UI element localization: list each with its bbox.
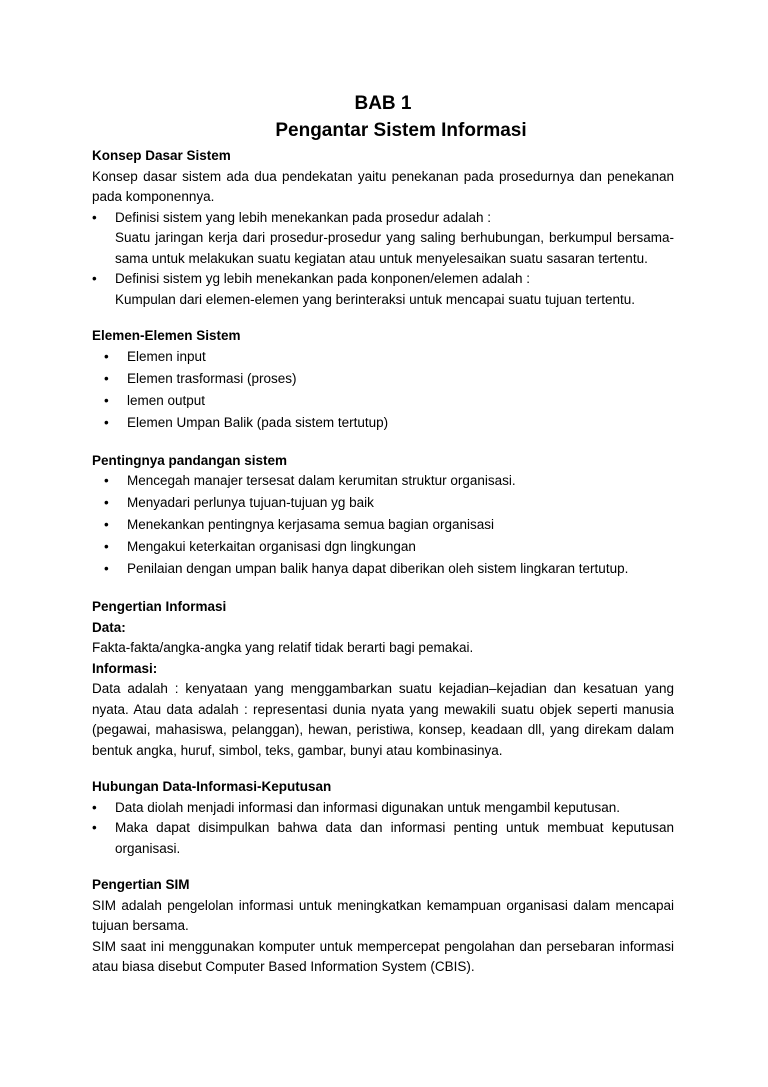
- list-item: • Elemen input: [92, 347, 674, 368]
- list-item-text: • Definisi sistem yg lebih menekankan pada konponen/elemen adalah :: [115, 271, 531, 286]
- list-item: • Elemen Umpan Balik (pada sistem tertutup): [92, 413, 674, 434]
- list-item-text: • Definisi sistem yang lebih menekankan pada prosedur adalah :: [115, 209, 491, 225]
- list-item: • Menekankan pentingnya kerjasama semua bagian organisasi: [92, 515, 674, 536]
- paragraph: Fakta-fakta/angka-angka yang relatif tidak berarti bagi pemakai.: [92, 640, 474, 655]
- section-heading: Konsep Dasar Sistem: [92, 148, 231, 163]
- section-heading: Elemen-Elemen Sistem: [92, 328, 241, 343]
- list-item-detail: Suatu jaringan kerja dari prosedur-prosedur yang saling berhubungan, berkumpul bersama-sama untuk melakukan suatu kegiatan atau untuk menyelesaikan suatu sasaran tertentu.: [115, 230, 674, 266]
- list-item-detail: Kumpulan dari elemen-elemen yang berinteraksi untuk mencapai suatu tujuan tertentu.: [115, 291, 636, 307]
- list-item: • Menyadari perlunya tujuan-tujuan yg baik: [92, 493, 674, 514]
- informasi-label: Informasi:: [92, 660, 158, 676]
- bullet-list: [92, 208, 674, 311]
- section-heading: Pengertian SIM: [92, 877, 190, 892]
- section-heading: Hubungan Data-Informasi-Keputusan: [92, 779, 332, 794]
- data-label: Data:: [92, 619, 126, 635]
- list-item: • Mengakui keterkaitan organisasi dgn lingkungan: [92, 537, 674, 558]
- paragraph: Data adalah : kenyataan yang menggambarkan suatu kejadian–kejadian dan kesatuan yang nyata. Atau data adalah : representasi dunia nyata yang mewakili suatu objek seperti manusia (pegawai, mahasiswa, pelanggan), hewan, peristiwa, konsep, keadaan dll, yang direkam dalam bentuk angka, huruf, simbol, teks, gambar, bunyi atau kombinasinya.: [92, 681, 674, 758]
- section-pentingnya-pandangan: [92, 451, 674, 580]
- paragraph: Konsep dasar sistem ada dua pendekatan yaitu penekanan pada prosedurnya dan penekanan pada komponennya.: [92, 168, 674, 204]
- section-heading: Pengertian Informasi: [92, 599, 227, 614]
- list-item: • Data diolah menjadi informasi dan informasi digunakan untuk mengambil keputusan.: [92, 798, 674, 819]
- chapter-subtitle: Pengantar Sistem Informasi: [275, 120, 527, 141]
- list-item: [92, 208, 674, 270]
- section-pengertian-sim: [92, 875, 674, 978]
- paragraph: SIM saat ini menggunakan komputer untuk mempercepat pengolahan dan persebaran informasi atau biasa disebut Computer Based Information System (CBIS).: [92, 938, 674, 974]
- list-item: • Maka dapat disimpulkan bahwa data dan informasi penting untuk membuat keputusan organisasi.: [92, 818, 674, 859]
- list-item: • Penilaian dengan umpan balik hanya dapat diberikan oleh sistem lingkaran tertutup.: [92, 559, 674, 580]
- list-item: • Elemen trasformasi (proses): [92, 369, 674, 390]
- section-konsep-dasar: [92, 146, 674, 310]
- paragraph: SIM adalah pengelolan informasi untuk meningkatkan kemampuan organisasi dalam mencapai tujuan bersama.: [92, 897, 674, 933]
- section-heading: Pentingnya pandangan sistem: [92, 452, 288, 468]
- list-item: • Mencegah manajer tersesat dalam kerumitan struktur organisasi.: [92, 471, 674, 492]
- bullet-list: [92, 798, 674, 860]
- section-elemen-sistem: [92, 326, 674, 433]
- bullet-list: [92, 471, 674, 580]
- chapter-title: BAB 1: [354, 93, 412, 114]
- document-page: [92, 90, 674, 978]
- section-pengertian-informasi: [92, 597, 674, 761]
- bullet-list: [92, 347, 674, 434]
- list-item: [92, 269, 674, 310]
- section-hubungan-data: [92, 777, 674, 859]
- list-item: • lemen output: [92, 391, 674, 412]
